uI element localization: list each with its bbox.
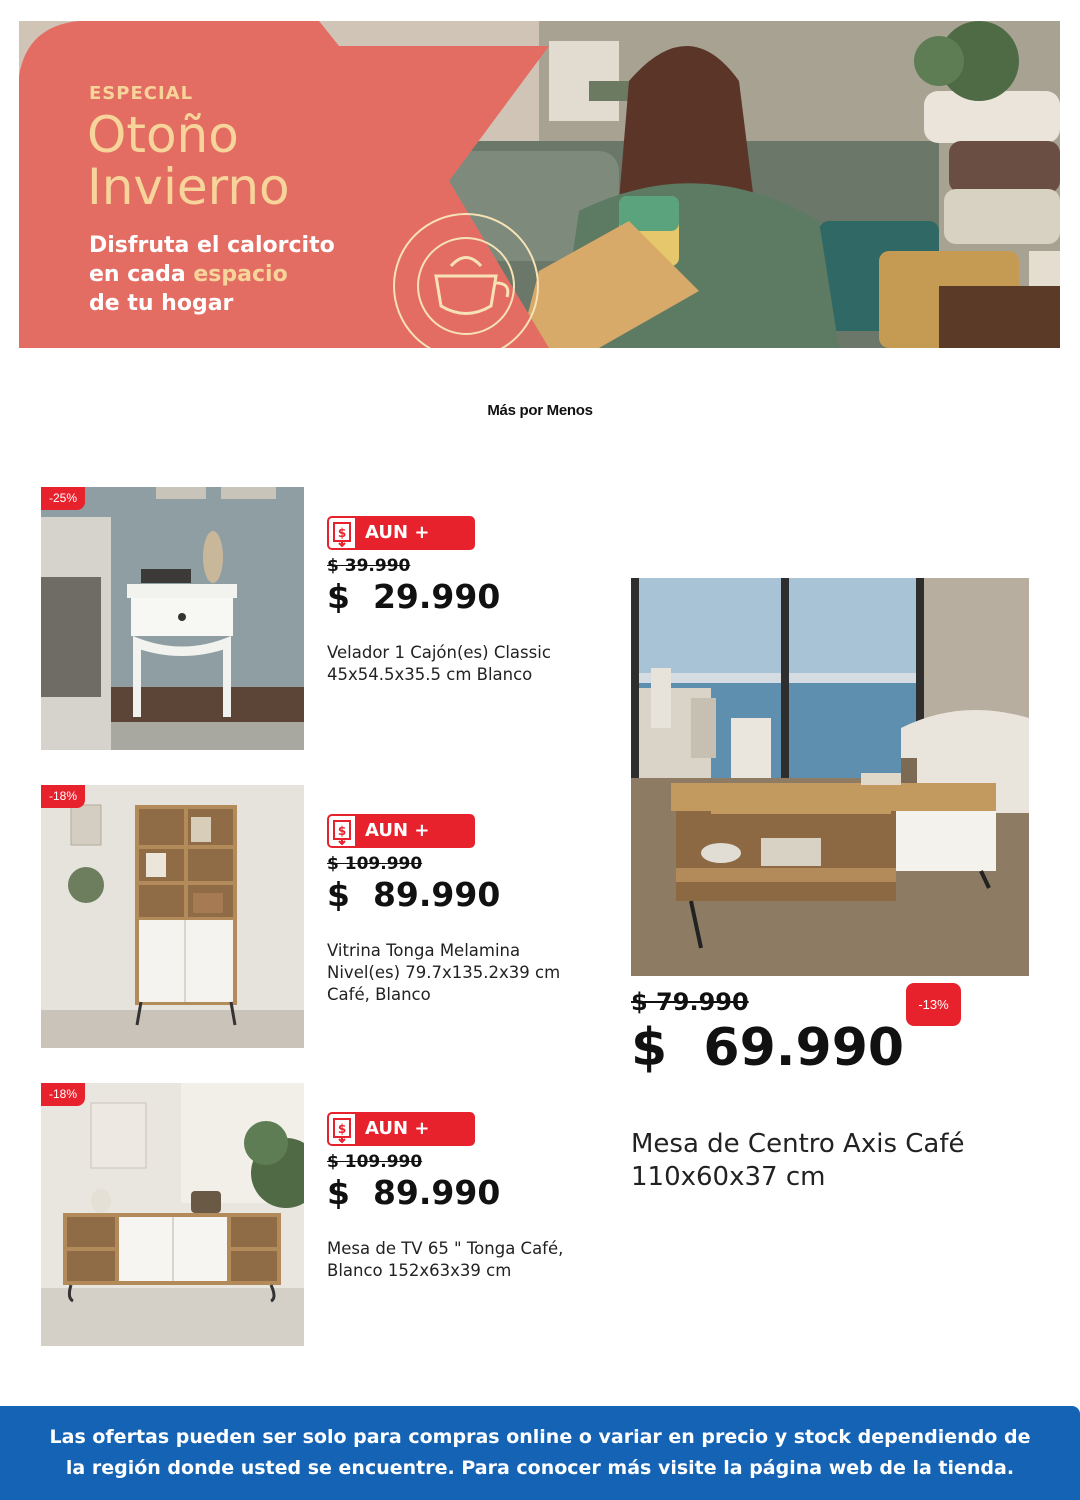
disclaimer-text: Las ofertas pueden ser solo para compras online o variar en precio y stock dependiendo de la región donde usted se encuentre. Para conocer más visite la página web de la tienda. (49, 1426, 1031, 1479)
discount-badge: -18% (41, 785, 85, 808)
section-title: Más por Menos (487, 402, 593, 419)
hero-sub-line2-a: en cada (89, 262, 194, 287)
hero-sub-line1: Disfruta el calorcito (89, 233, 335, 258)
product-description[interactable]: Mesa de TV 65 " Tonga Café, Blanco 152x63x39 cm (327, 1239, 564, 1280)
old-price: $ 109.990 (327, 1152, 423, 1172)
product-card[interactable] (41, 785, 601, 1048)
new-price: $ 89.990 (327, 875, 501, 914)
hero-title-line2: Invierno (87, 158, 290, 216)
product-description[interactable]: Vitrina Tonga Melamina Nivel(es) 79.7x135.2x39 cm Café, Blanco (327, 941, 561, 1004)
featured-discount-badge: -13% (906, 983, 961, 1026)
nightstand-image (41, 487, 304, 750)
hero-sub-line2 (89, 260, 335, 289)
product-image[interactable] (41, 1083, 304, 1346)
aun-mas-tag (327, 814, 475, 848)
product-image[interactable] (41, 487, 304, 750)
product-card[interactable] (41, 487, 601, 750)
svg-text:$: $ (337, 824, 347, 838)
price-down-icon (329, 816, 355, 846)
featured-product-image[interactable] (631, 578, 1029, 976)
product-description[interactable]: Velador 1 Cajón(es) Classic 45x54.5x35.5 cm Blanco (327, 643, 551, 684)
tv-stand-image (41, 1083, 304, 1346)
discount-badge: -18% (41, 1083, 85, 1106)
featured-description[interactable]: Mesa de Centro Axis Café 110x60x37 cm (631, 1129, 965, 1192)
hero-sub-line3: de tu hogar (89, 291, 234, 316)
old-price: $ 39.990 (327, 556, 411, 576)
svg-text:$: $ (337, 526, 347, 540)
price-down-icon (329, 1114, 355, 1144)
display-cabinet-image (41, 785, 304, 1048)
aun-mas-tag (327, 516, 475, 550)
hero-kicker: ESPECIAL (89, 83, 194, 104)
svg-text:$: $ (337, 1122, 347, 1136)
coffee-table-image (631, 578, 1029, 976)
new-price: $ 89.990 (327, 1173, 501, 1212)
hero-subtitle (89, 231, 335, 318)
old-price: $ 109.990 (327, 854, 423, 874)
aun-mas-label: AUN + (365, 1118, 430, 1139)
aun-mas-label: AUN + (365, 522, 430, 543)
disclaimer-footer (0, 1406, 1080, 1500)
hero-banner[interactable] (19, 21, 1060, 348)
product-card[interactable] (41, 1083, 601, 1346)
hero-sub-line2-highlight: espacio (193, 262, 288, 287)
hero-title-line1: Otoño (87, 106, 239, 164)
featured-new-price: $ 69.990 (631, 1018, 905, 1078)
aun-mas-label: AUN + (365, 820, 430, 841)
featured-old-price: $ 79.990 (631, 988, 749, 1016)
price-down-icon (329, 518, 355, 548)
new-price: $ 29.990 (327, 577, 501, 616)
hero-title (87, 106, 290, 216)
discount-badge: -25% (41, 487, 85, 510)
product-image[interactable] (41, 785, 304, 1048)
aun-mas-tag (327, 1112, 475, 1146)
